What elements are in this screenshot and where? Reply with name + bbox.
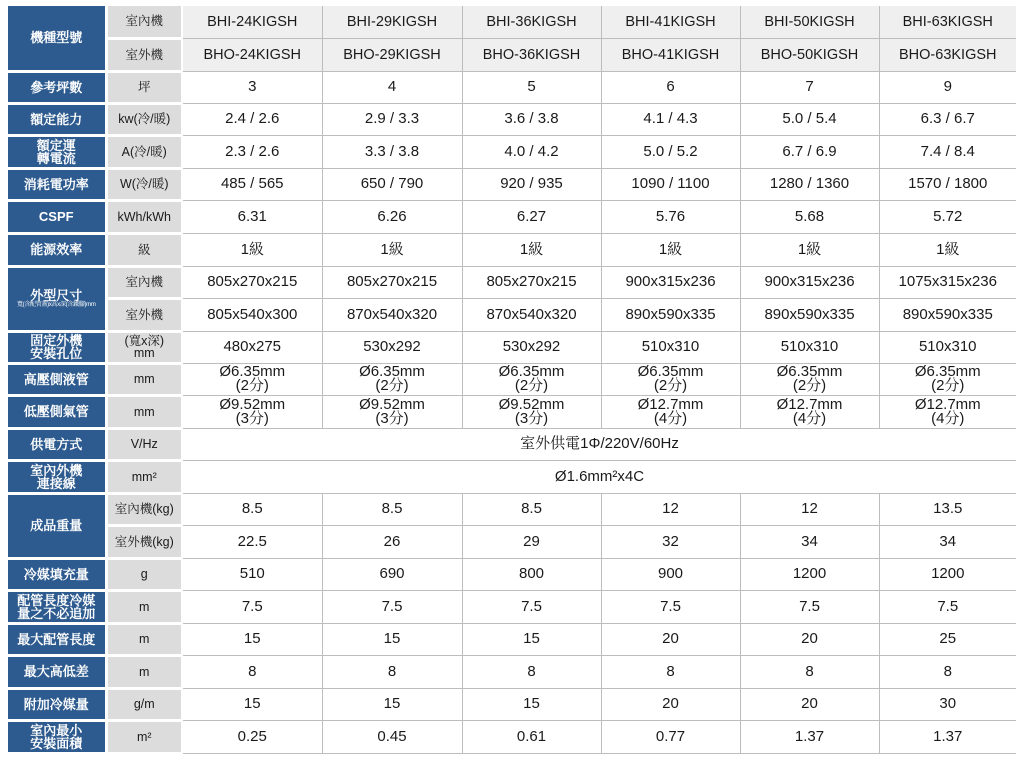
row-header-add-refrigerant: 附加冷媒量 — [8, 688, 106, 720]
unit-indoor: 室內機 — [106, 266, 182, 298]
row-header-line: 外型尺寸 — [30, 287, 83, 303]
value-cell: 1200 — [879, 558, 1016, 590]
spec-table-container — [8, 6, 1016, 755]
value-cell: 30 — [879, 688, 1016, 720]
row-header-efficiency: 能源效率 — [8, 233, 106, 266]
table-row — [8, 298, 1016, 331]
table-row — [8, 720, 1016, 753]
value-cell: 5 — [462, 71, 601, 103]
value-cell: 900x315x236 — [740, 266, 879, 298]
value-cell: 805x270x215 — [462, 266, 601, 298]
value-line: (2分) — [514, 377, 549, 394]
value-cell: 7.5 — [740, 590, 879, 623]
table-row — [8, 493, 1016, 525]
value-cell — [322, 363, 462, 395]
value-cell: 870x540x320 — [462, 298, 601, 331]
value-cell — [462, 363, 601, 395]
unit-cell: mm — [106, 395, 182, 428]
unit-cell: 級 — [106, 233, 182, 266]
value-cell: 8 — [182, 655, 322, 688]
value-cell — [879, 395, 1016, 428]
value-cell: 1.37 — [740, 720, 879, 753]
value-cell: 15 — [182, 623, 322, 655]
value-line: (4分) — [792, 409, 827, 427]
row-header-subtext: 寬(含配管蓋)x高x深(含鐵腳)mm — [16, 301, 96, 308]
value-cell: 6 — [601, 71, 740, 103]
value-cell: 8 — [462, 655, 601, 688]
value-cell: 6.26 — [322, 200, 462, 233]
value-cell: 890x590x335 — [740, 298, 879, 331]
value-cell: 8 — [879, 655, 1016, 688]
row-header-min-area — [8, 720, 106, 753]
value-cell — [740, 395, 879, 428]
unit-cell: 坪 — [106, 71, 182, 103]
row-header-refrigerant: 冷媒填充量 — [8, 558, 106, 590]
value-cell: 480x275 — [182, 331, 322, 363]
indoor-model-cell: BHI-50KIGSH — [740, 6, 879, 38]
value-cell: 5.76 — [601, 200, 740, 233]
value-cell: 25 — [879, 623, 1016, 655]
row-header-max-length: 最大配管長度 — [8, 623, 106, 655]
value-line: Ø9.52mm — [219, 395, 286, 413]
unit-cell: A(冷/暖) — [106, 135, 182, 168]
unit-cell: m — [106, 623, 182, 655]
value-cell: 900x315x236 — [601, 266, 740, 298]
value-cell: 15 — [462, 688, 601, 720]
value-line: (2分) — [235, 377, 269, 394]
value-cell: 485 / 565 — [182, 168, 322, 200]
row-header-dimensions — [8, 266, 106, 331]
value-cell: 920 / 935 — [462, 168, 601, 200]
table-row — [8, 266, 1016, 298]
value-cell — [740, 363, 879, 395]
value-cell: 12 — [601, 493, 740, 525]
value-line: (2分) — [792, 377, 827, 394]
table-row — [8, 590, 1016, 623]
unit-cell: 室外機(kg) — [106, 525, 182, 558]
value-cell: 1090 / 1100 — [601, 168, 740, 200]
unit-cell: W(冷/暖) — [106, 168, 182, 200]
value-cell: 22.5 — [182, 525, 322, 558]
value-cell — [462, 395, 601, 428]
value-cell: 805x270x215 — [322, 266, 462, 298]
value-cell: 15 — [322, 623, 462, 655]
value-cell: 6.27 — [462, 200, 601, 233]
value-cell: 1級 — [740, 233, 879, 266]
value-cell: 8 — [740, 655, 879, 688]
table-row — [8, 200, 1016, 233]
value-cell: 12 — [740, 493, 879, 525]
value-cell: 510x310 — [879, 331, 1016, 363]
value-cell: 690 — [322, 558, 462, 590]
value-line: (4分) — [931, 409, 965, 427]
value-line: (3分) — [375, 409, 409, 427]
value-cell: 6.7 / 6.9 — [740, 135, 879, 168]
value-cell: 2.9 / 3.3 — [322, 103, 462, 135]
value-cell: 3.3 / 3.8 — [322, 135, 462, 168]
value-cell: 1570 / 1800 — [879, 168, 1016, 200]
value-cell: 5.72 — [879, 200, 1016, 233]
table-row — [8, 38, 1016, 71]
row-header-line: 安裝面積 — [30, 735, 83, 751]
table-row — [8, 655, 1016, 688]
value-cell: 5.68 — [740, 200, 879, 233]
value-cell: 7 — [740, 71, 879, 103]
value-line: Ø9.52mm — [498, 395, 565, 413]
value-cell: 7.4 / 8.4 — [879, 135, 1016, 168]
value-line: Ø6.35mm — [776, 363, 843, 380]
unit-outdoor: 室外機 — [106, 298, 182, 331]
value-cell: 0.77 — [601, 720, 740, 753]
row-header-line: 轉電流 — [36, 150, 76, 166]
value-cell: 0.61 — [462, 720, 601, 753]
row-header-mount — [8, 331, 106, 363]
value-cell: 7.5 — [462, 590, 601, 623]
row-header-line: 室內外機 — [30, 462, 83, 478]
value-cell: 1075x315x236 — [879, 266, 1016, 298]
value-line: Ø6.35mm — [359, 363, 425, 380]
value-cell: 1級 — [182, 233, 322, 266]
row-header-current — [8, 135, 106, 168]
outdoor-model-cell: BHO-50KIGSH — [740, 38, 879, 71]
value-line: Ø6.35mm — [219, 363, 286, 380]
unit-line: (寬x深) — [124, 334, 165, 348]
table-row — [8, 460, 1016, 493]
unit-cell: mm² — [106, 460, 182, 493]
row-header-line: 量之不必追加 — [17, 605, 96, 621]
value-cell — [182, 395, 322, 428]
unit-cell: m² — [106, 720, 182, 753]
table-row — [8, 525, 1016, 558]
unit-line: mm — [133, 346, 155, 360]
value-cell: 4 — [322, 71, 462, 103]
value-cell: 5.0 / 5.2 — [601, 135, 740, 168]
value-line: Ø9.52mm — [359, 395, 425, 413]
table-row — [8, 168, 1016, 200]
unit-cell — [106, 331, 182, 363]
value-cell: 1200 — [740, 558, 879, 590]
indoor-model-cell: BHI-29KIGSH — [322, 6, 462, 38]
value-cell: 20 — [601, 623, 740, 655]
value-cell: 890x590x335 — [601, 298, 740, 331]
value-cell: 34 — [879, 525, 1016, 558]
value-cell: 29 — [462, 525, 601, 558]
value-line: (2分) — [375, 377, 409, 394]
spec-table — [8, 6, 1016, 755]
row-header-liquid-pipe: 高壓側液管 — [8, 363, 106, 395]
value-cell: 870x540x320 — [322, 298, 462, 331]
outdoor-model-cell: BHO-41KIGSH — [601, 38, 740, 71]
value-cell: 32 — [601, 525, 740, 558]
value-cell: 805x540x300 — [182, 298, 322, 331]
table-row — [8, 103, 1016, 135]
value-cell: 8.5 — [322, 493, 462, 525]
table-row — [8, 688, 1016, 720]
row-header-no-add-length — [8, 590, 106, 623]
value-cell: 8 — [601, 655, 740, 688]
value-cell: 2.4 / 2.6 — [182, 103, 322, 135]
value-cell: 3.6 / 3.8 — [462, 103, 601, 135]
value-line: (3分) — [514, 409, 549, 427]
unit-cell: 室內機(kg) — [106, 493, 182, 525]
value-cell: 1級 — [462, 233, 601, 266]
value-cell — [601, 395, 740, 428]
value-cell: 8 — [322, 655, 462, 688]
value-line: Ø12.7mm — [914, 395, 981, 413]
value-cell: 5.0 / 5.4 — [740, 103, 879, 135]
value-cell: 15 — [322, 688, 462, 720]
unit-cell: m — [106, 590, 182, 623]
value-cell: 805x270x215 — [182, 266, 322, 298]
value-line: Ø6.35mm — [498, 363, 565, 380]
value-line: Ø12.7mm — [637, 395, 704, 413]
value-cell: 890x590x335 — [879, 298, 1016, 331]
value-cell: 7.5 — [601, 590, 740, 623]
value-cell-merged: Ø1.6mm²x4C — [182, 460, 1016, 493]
value-line: (3分) — [235, 409, 269, 427]
value-cell: 7.5 — [182, 590, 322, 623]
unit-cell: kWh/kWh — [106, 200, 182, 233]
value-cell: 13.5 — [879, 493, 1016, 525]
row-header-line: 室內最小 — [30, 722, 83, 738]
table-row — [8, 428, 1016, 460]
value-cell: 3 — [182, 71, 322, 103]
value-cell: 6.3 / 6.7 — [879, 103, 1016, 135]
row-header-line: 連接線 — [36, 475, 76, 491]
value-line: (4分) — [653, 409, 688, 427]
row-header-line: 額定運 — [36, 137, 76, 153]
table-row — [8, 331, 1016, 363]
indoor-model-cell: BHI-36KIGSH — [462, 6, 601, 38]
value-cell: 15 — [462, 623, 601, 655]
value-cell-merged: 室外供電1Φ/220V/60Hz — [182, 428, 1016, 460]
row-header-max-height: 最大高低差 — [8, 655, 106, 688]
value-cell: 7.5 — [322, 590, 462, 623]
unit-cell: g/m — [106, 688, 182, 720]
outdoor-model-cell: BHO-63KIGSH — [879, 38, 1016, 71]
value-line: Ø12.7mm — [776, 395, 843, 413]
value-cell: 0.25 — [182, 720, 322, 753]
unit-cell: mm — [106, 363, 182, 395]
value-line: (2分) — [931, 377, 965, 394]
value-cell: 20 — [740, 688, 879, 720]
row-header-cspf: CSPF — [8, 200, 106, 233]
row-header-line: 配管長度冷媒 — [17, 592, 96, 608]
value-cell: 650 / 790 — [322, 168, 462, 200]
value-cell: 530x292 — [462, 331, 601, 363]
value-cell: 900 — [601, 558, 740, 590]
row-header-gas-pipe: 低壓側氣管 — [8, 395, 106, 428]
value-cell: 510x310 — [601, 331, 740, 363]
value-cell: 8.5 — [182, 493, 322, 525]
value-cell — [601, 363, 740, 395]
value-cell: 2.3 / 2.6 — [182, 135, 322, 168]
value-cell: 1級 — [322, 233, 462, 266]
value-cell: 800 — [462, 558, 601, 590]
row-header-line: 安裝孔位 — [30, 346, 83, 361]
value-cell: 530x292 — [322, 331, 462, 363]
value-cell — [322, 395, 462, 428]
value-cell — [182, 363, 322, 395]
value-line: Ø6.35mm — [637, 363, 704, 380]
row-header-models: 機種型號 — [8, 6, 106, 71]
value-cell: 0.45 — [322, 720, 462, 753]
value-cell: 9 — [879, 71, 1016, 103]
value-cell: 1級 — [879, 233, 1016, 266]
row-header-line: 固定外機 — [30, 333, 83, 348]
value-line: (2分) — [653, 377, 688, 394]
table-row — [8, 363, 1016, 395]
row-header-weight: 成品重量 — [8, 493, 106, 558]
row-header-wire — [8, 460, 106, 493]
value-cell: 510 — [182, 558, 322, 590]
unit-cell: kw(冷/暖) — [106, 103, 182, 135]
value-cell: 510x310 — [740, 331, 879, 363]
value-cell: 34 — [740, 525, 879, 558]
table-row — [8, 6, 1016, 38]
value-cell: 1級 — [601, 233, 740, 266]
value-cell: 20 — [740, 623, 879, 655]
outdoor-model-cell: BHO-29KIGSH — [322, 38, 462, 71]
indoor-model-cell: BHI-24KIGSH — [182, 6, 322, 38]
row-header-ping: 參考坪數 — [8, 71, 106, 103]
unit-cell: V/Hz — [106, 428, 182, 460]
outdoor-model-cell: BHO-24KIGSH — [182, 38, 322, 71]
value-cell: 7.5 — [879, 590, 1016, 623]
table-row — [8, 135, 1016, 168]
table-row — [8, 623, 1016, 655]
table-row — [8, 395, 1016, 428]
table-row — [8, 558, 1016, 590]
indoor-model-cell: BHI-41KIGSH — [601, 6, 740, 38]
unit-outdoor: 室外機 — [106, 38, 182, 71]
unit-cell: g — [106, 558, 182, 590]
unit-cell: m — [106, 655, 182, 688]
value-cell: 4.0 / 4.2 — [462, 135, 601, 168]
value-cell: 20 — [601, 688, 740, 720]
value-line: Ø6.35mm — [914, 363, 981, 380]
unit-indoor: 室內機 — [106, 6, 182, 38]
value-cell: 8.5 — [462, 493, 601, 525]
value-cell: 1.37 — [879, 720, 1016, 753]
row-header-supply: 供電方式 — [8, 428, 106, 460]
value-cell: 26 — [322, 525, 462, 558]
row-header-power: 消耗電功率 — [8, 168, 106, 200]
value-cell: 6.31 — [182, 200, 322, 233]
value-cell: 1280 / 1360 — [740, 168, 879, 200]
outdoor-model-cell: BHO-36KIGSH — [462, 38, 601, 71]
row-header-capacity: 額定能力 — [8, 103, 106, 135]
value-cell: 15 — [182, 688, 322, 720]
indoor-model-cell: BHI-63KIGSH — [879, 6, 1016, 38]
value-cell — [879, 363, 1016, 395]
table-row — [8, 71, 1016, 103]
table-row — [8, 233, 1016, 266]
value-cell: 4.1 / 4.3 — [601, 103, 740, 135]
